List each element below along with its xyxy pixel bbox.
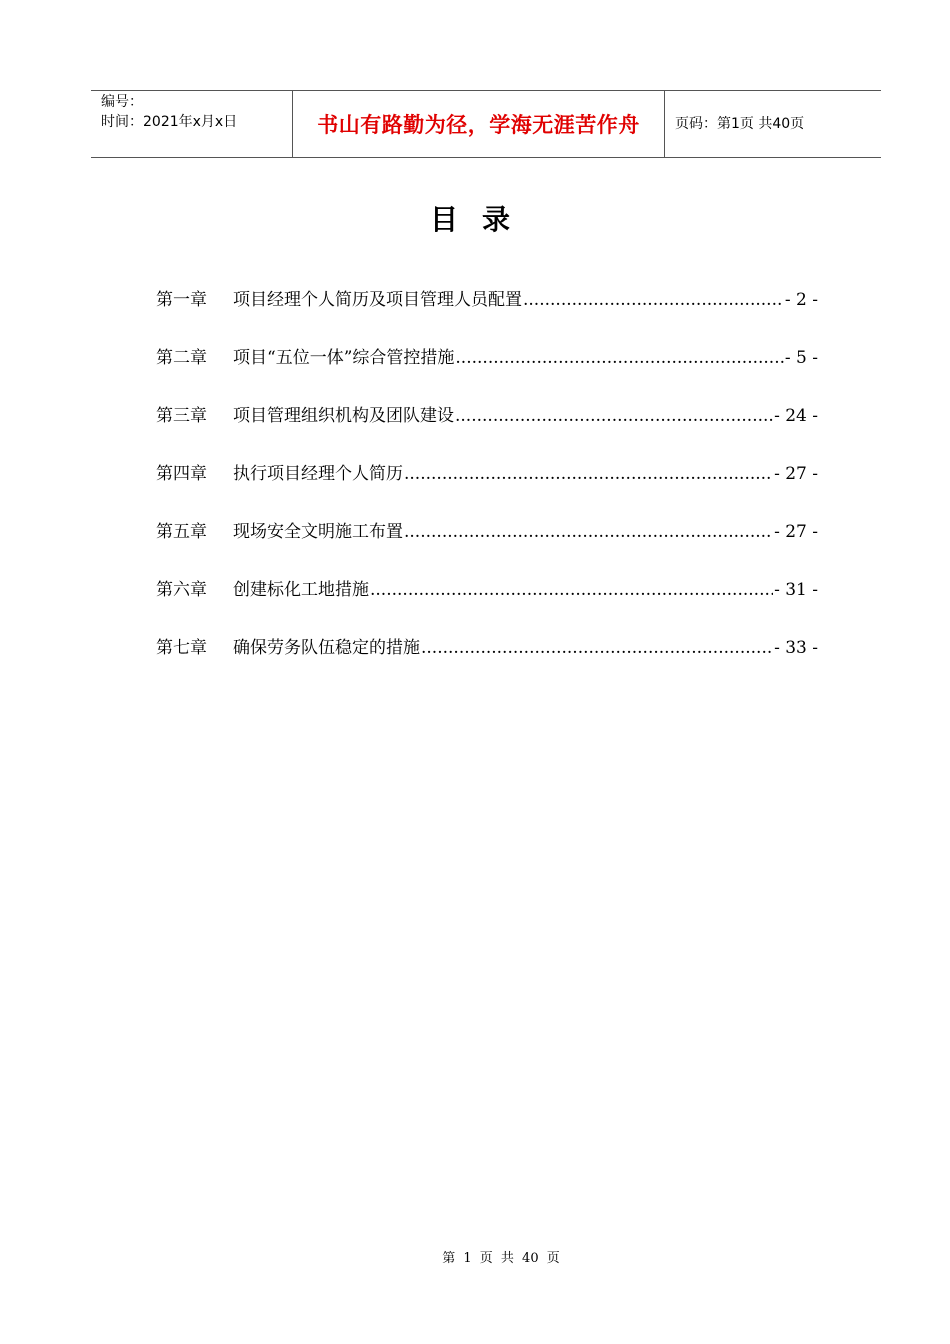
toc-leader [421,638,773,658]
toc-chapter: 第四章 [156,464,207,484]
toc-page-number: - 27 - [774,522,818,542]
header-motto: 书山有路勤为径，学海无涯苦作舟 [317,113,640,137]
toc-title: 项目经理个人简历及项目管理人员配置 [233,290,522,310]
header-page-info: 页码：第1页 共40页 [675,116,805,132]
toc-leader [404,522,773,542]
page-footer: 第 1 页 共 40 页 [442,1251,560,1266]
toc-title: 项目“五位一体”综合管控措施 [233,348,455,368]
toc-chapter: 第六章 [156,580,207,600]
toc-entry[interactable] [156,285,818,343]
toc-page-number: - 5 - [784,348,818,368]
toc-entry[interactable] [156,459,818,517]
header-motto-cell [293,91,665,157]
document-header [91,90,881,158]
toc-title: 确保劳务队伍稳定的措施 [233,638,420,658]
toc-entry[interactable] [156,401,818,459]
toc-entry[interactable] [156,343,818,401]
toc-title: 创建标化工地措施 [233,580,369,600]
toc-chapter: 第七章 [156,638,207,658]
toc-leader [455,406,773,426]
page-title: 目录 [429,203,534,236]
toc-page-number: - 31 - [774,580,818,600]
toc-leader [404,464,773,484]
header-page-cell [665,91,881,157]
toc-leader [370,580,773,600]
toc-leader [523,290,784,310]
header-meta-cell [91,91,293,157]
toc-title: 现场安全文明施工布置 [233,522,403,542]
toc-entry[interactable] [156,633,818,691]
header-date-label: 时间：2021年x月x日 [101,114,238,130]
table-of-contents [156,285,818,691]
toc-page-number: - 27 - [774,464,818,484]
toc-entry[interactable] [156,517,818,575]
toc-title: 执行项目经理个人简历 [233,464,403,484]
header-number-label: 编号： [101,94,143,110]
toc-chapter: 第二章 [156,348,207,368]
toc-page-number: - 24 - [774,406,818,426]
toc-chapter: 第五章 [156,522,207,542]
toc-chapter: 第一章 [156,290,207,310]
toc-chapter: 第三章 [156,406,207,426]
toc-page-number: - 33 - [774,638,818,658]
toc-page-number: - 2 - [784,290,818,310]
toc-title: 项目管理组织机构及团队建设 [233,406,454,426]
toc-leader [455,348,783,368]
toc-entry[interactable] [156,575,818,633]
